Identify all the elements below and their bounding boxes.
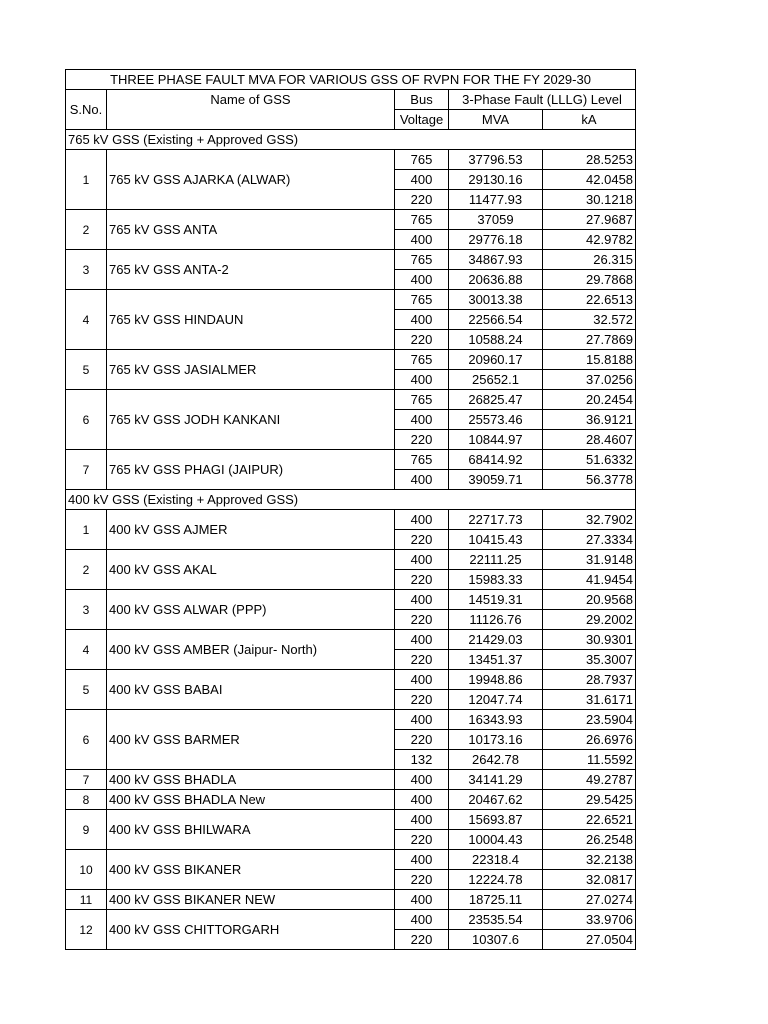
station-name: 400 kV GSS BHILWARA: [107, 810, 395, 850]
station-sno: 7: [66, 770, 107, 790]
table-row: [66, 670, 636, 690]
station-name: 400 kV GSS BARMER: [107, 710, 395, 770]
fault-mva: 12047.74: [449, 690, 543, 710]
fault-mva: 10415.43: [449, 530, 543, 550]
bus-voltage: 765: [395, 350, 449, 370]
station-name: 765 kV GSS ANTA-2: [107, 250, 395, 290]
station-sno: 3: [66, 250, 107, 290]
fault-ka: 41.9454: [543, 570, 636, 590]
fault-mva: 22717.73: [449, 510, 543, 530]
station-sno: 3: [66, 590, 107, 630]
fault-ka: 42.0458: [543, 170, 636, 190]
fault-ka: 42.9782: [543, 230, 636, 250]
fault-ka: 29.2002: [543, 610, 636, 630]
fault-mva: 20960.17: [449, 350, 543, 370]
bus-voltage: 400: [395, 470, 449, 490]
fault-ka: 20.2454: [543, 390, 636, 410]
fault-mva: 30013.38: [449, 290, 543, 310]
table-row: [66, 510, 636, 530]
fault-ka: 28.4607: [543, 430, 636, 450]
bus-voltage: 400: [395, 270, 449, 290]
station-name: 400 kV GSS AMBER (Jaipur- North): [107, 630, 395, 670]
fault-mva: 34867.93: [449, 250, 543, 270]
bus-voltage: 400: [395, 170, 449, 190]
fault-ka: 11.5592: [543, 750, 636, 770]
station-name: 765 kV GSS AJARKA (ALWAR): [107, 150, 395, 210]
fault-mva: 15693.87: [449, 810, 543, 830]
fault-mva: 14519.31: [449, 590, 543, 610]
bus-voltage: 220: [395, 570, 449, 590]
station-sno: 1: [66, 150, 107, 210]
fault-ka: 27.3334: [543, 530, 636, 550]
station-name: 400 kV GSS BHADLA New: [107, 790, 395, 810]
bus-voltage: 400: [395, 590, 449, 610]
fault-ka: 32.7902: [543, 510, 636, 530]
bus-voltage: 132: [395, 750, 449, 770]
fault-mva: 12224.78: [449, 870, 543, 890]
bus-voltage: 220: [395, 650, 449, 670]
fault-ka: 49.2787: [543, 770, 636, 790]
fault-ka: 15.8188: [543, 350, 636, 370]
fault-ka: 27.0504: [543, 930, 636, 950]
header-sno: S.No.: [66, 90, 107, 130]
fault-ka: 20.9568: [543, 590, 636, 610]
table-row: [66, 550, 636, 570]
header-fault-level: 3-Phase Fault (LLLG) Level: [449, 90, 636, 110]
fault-ka: 29.5425: [543, 790, 636, 810]
fault-mva: 20467.62: [449, 790, 543, 810]
table-row: [66, 450, 636, 470]
table-row: [66, 890, 636, 910]
station-sno: 12: [66, 910, 107, 950]
table-title: THREE PHASE FAULT MVA FOR VARIOUS GSS OF RVPN FOR THE FY 2029-30: [66, 70, 636, 90]
fault-mva: 34141.29: [449, 770, 543, 790]
table-row: [66, 290, 636, 310]
fault-ka: 26.2548: [543, 830, 636, 850]
section-row: [66, 490, 636, 510]
bus-voltage: 220: [395, 870, 449, 890]
fault-ka: 31.9148: [543, 550, 636, 570]
fault-mva: 10588.24: [449, 330, 543, 350]
bus-voltage: 400: [395, 890, 449, 910]
fault-ka: 33.9706: [543, 910, 636, 930]
bus-voltage: 765: [395, 250, 449, 270]
fault-ka: 27.9687: [543, 210, 636, 230]
fault-mva: 39059.71: [449, 470, 543, 490]
station-sno: 4: [66, 630, 107, 670]
fault-mva: 19948.86: [449, 670, 543, 690]
fault-ka: 28.7937: [543, 670, 636, 690]
bus-voltage: 400: [395, 790, 449, 810]
fault-ka: 56.3778: [543, 470, 636, 490]
header-mva: MVA: [449, 110, 543, 130]
table-row: [66, 150, 636, 170]
table-row: [66, 210, 636, 230]
header-name-spacer: [107, 110, 395, 130]
station-name: 400 kV GSS BIKANER: [107, 850, 395, 890]
bus-voltage: 400: [395, 910, 449, 930]
fault-ka: 22.6521: [543, 810, 636, 830]
fault-ka: 27.0274: [543, 890, 636, 910]
bus-voltage: 400: [395, 710, 449, 730]
table-body: [66, 130, 636, 950]
fault-mva: 10844.97: [449, 430, 543, 450]
bus-voltage: 400: [395, 850, 449, 870]
table-row: [66, 910, 636, 930]
table-row: [66, 770, 636, 790]
station-sno: 1: [66, 510, 107, 550]
bus-voltage: 400: [395, 370, 449, 390]
table-row: [66, 590, 636, 610]
station-sno: 11: [66, 890, 107, 910]
fault-mva: 29776.18: [449, 230, 543, 250]
fault-level-table: [65, 69, 636, 950]
fault-ka: 32.2138: [543, 850, 636, 870]
table-row: [66, 630, 636, 650]
station-sno: 5: [66, 670, 107, 710]
fault-mva: 18725.11: [449, 890, 543, 910]
fault-ka: 23.5904: [543, 710, 636, 730]
header-ka: kA: [543, 110, 636, 130]
station-sno: 2: [66, 550, 107, 590]
bus-voltage: 400: [395, 670, 449, 690]
station-name: 765 kV GSS JASIALMER: [107, 350, 395, 390]
fault-mva: 37059: [449, 210, 543, 230]
fault-ka: 35.3007: [543, 650, 636, 670]
station-sno: 5: [66, 350, 107, 390]
table-row: [66, 790, 636, 810]
fault-ka: 26.315: [543, 250, 636, 270]
bus-voltage: 400: [395, 230, 449, 250]
station-name: 400 kV GSS BABAI: [107, 670, 395, 710]
fault-ka: 26.6976: [543, 730, 636, 750]
station-sno: 4: [66, 290, 107, 350]
station-sno: 6: [66, 710, 107, 770]
station-name: 765 kV GSS ANTA: [107, 210, 395, 250]
station-sno: 2: [66, 210, 107, 250]
station-name: 765 kV GSS JODH KANKANI: [107, 390, 395, 450]
bus-voltage: 765: [395, 450, 449, 470]
bus-voltage: 400: [395, 510, 449, 530]
fault-ka: 37.0256: [543, 370, 636, 390]
fault-mva: 16343.93: [449, 710, 543, 730]
table-row: [66, 250, 636, 270]
section-row: [66, 130, 636, 150]
bus-voltage: 765: [395, 150, 449, 170]
fault-mva: 10307.6: [449, 930, 543, 950]
bus-voltage: 765: [395, 390, 449, 410]
station-name: 400 kV GSS AKAL: [107, 550, 395, 590]
fault-mva: 11477.93: [449, 190, 543, 210]
fault-ka: 32.0817: [543, 870, 636, 890]
fault-mva: 68414.92: [449, 450, 543, 470]
station-name: 765 kV GSS HINDAUN: [107, 290, 395, 350]
fault-ka: 28.5253: [543, 150, 636, 170]
bus-voltage: 765: [395, 290, 449, 310]
fault-mva: 29130.16: [449, 170, 543, 190]
bus-voltage: 400: [395, 810, 449, 830]
station-sno: 8: [66, 790, 107, 810]
fault-mva: 20636.88: [449, 270, 543, 290]
fault-mva: 22566.54: [449, 310, 543, 330]
table-row: [66, 850, 636, 870]
station-name: 400 kV GSS ALWAR (PPP): [107, 590, 395, 630]
table-row: [66, 350, 636, 370]
bus-voltage: 220: [395, 690, 449, 710]
fault-mva: 26825.47: [449, 390, 543, 410]
bus-voltage: 400: [395, 410, 449, 430]
fault-ka: 27.7869: [543, 330, 636, 350]
table-row: [66, 810, 636, 830]
table-row: [66, 390, 636, 410]
station-name: 765 kV GSS PHAGI (JAIPUR): [107, 450, 395, 490]
fault-mva: 2642.78: [449, 750, 543, 770]
bus-voltage: 220: [395, 190, 449, 210]
header-voltage: Voltage: [395, 110, 449, 130]
station-sno: 7: [66, 450, 107, 490]
station-name: 400 kV GSS BIKANER NEW: [107, 890, 395, 910]
station-name: 400 kV GSS CHITTORGARH: [107, 910, 395, 950]
bus-voltage: 400: [395, 770, 449, 790]
section-title: 400 kV GSS (Existing + Approved GSS): [66, 490, 636, 510]
bus-voltage: 220: [395, 930, 449, 950]
fault-mva: 13451.37: [449, 650, 543, 670]
section-title: 765 kV GSS (Existing + Approved GSS): [66, 130, 636, 150]
fault-mva: 15983.33: [449, 570, 543, 590]
bus-voltage: 220: [395, 730, 449, 750]
fault-ka: 22.6513: [543, 290, 636, 310]
fault-ka: 51.6332: [543, 450, 636, 470]
bus-voltage: 220: [395, 530, 449, 550]
fault-ka: 30.9301: [543, 630, 636, 650]
bus-voltage: 220: [395, 330, 449, 350]
bus-voltage: 220: [395, 610, 449, 630]
bus-voltage: 220: [395, 430, 449, 450]
header-bus: Bus: [395, 90, 449, 110]
header-name: Name of GSS: [107, 90, 395, 110]
fault-mva: 11126.76: [449, 610, 543, 630]
station-sno: 6: [66, 390, 107, 450]
station-sno: 9: [66, 810, 107, 850]
bus-voltage: 765: [395, 210, 449, 230]
fault-mva: 22318.4: [449, 850, 543, 870]
fault-mva: 22111.25: [449, 550, 543, 570]
bus-voltage: 400: [395, 550, 449, 570]
bus-voltage: 400: [395, 310, 449, 330]
fault-ka: 36.9121: [543, 410, 636, 430]
table-row: [66, 710, 636, 730]
fault-ka: 32.572: [543, 310, 636, 330]
bus-voltage: 400: [395, 630, 449, 650]
fault-mva: 25573.46: [449, 410, 543, 430]
fault-mva: 25652.1: [449, 370, 543, 390]
fault-mva: 21429.03: [449, 630, 543, 650]
station-name: 400 kV GSS AJMER: [107, 510, 395, 550]
fault-ka: 30.1218: [543, 190, 636, 210]
fault-mva: 37796.53: [449, 150, 543, 170]
bus-voltage: 220: [395, 830, 449, 850]
fault-mva: 10004.43: [449, 830, 543, 850]
fault-mva: 23535.54: [449, 910, 543, 930]
fault-ka: 29.7868: [543, 270, 636, 290]
station-sno: 10: [66, 850, 107, 890]
fault-mva: 10173.16: [449, 730, 543, 750]
fault-ka: 31.6171: [543, 690, 636, 710]
station-name: 400 kV GSS BHADLA: [107, 770, 395, 790]
